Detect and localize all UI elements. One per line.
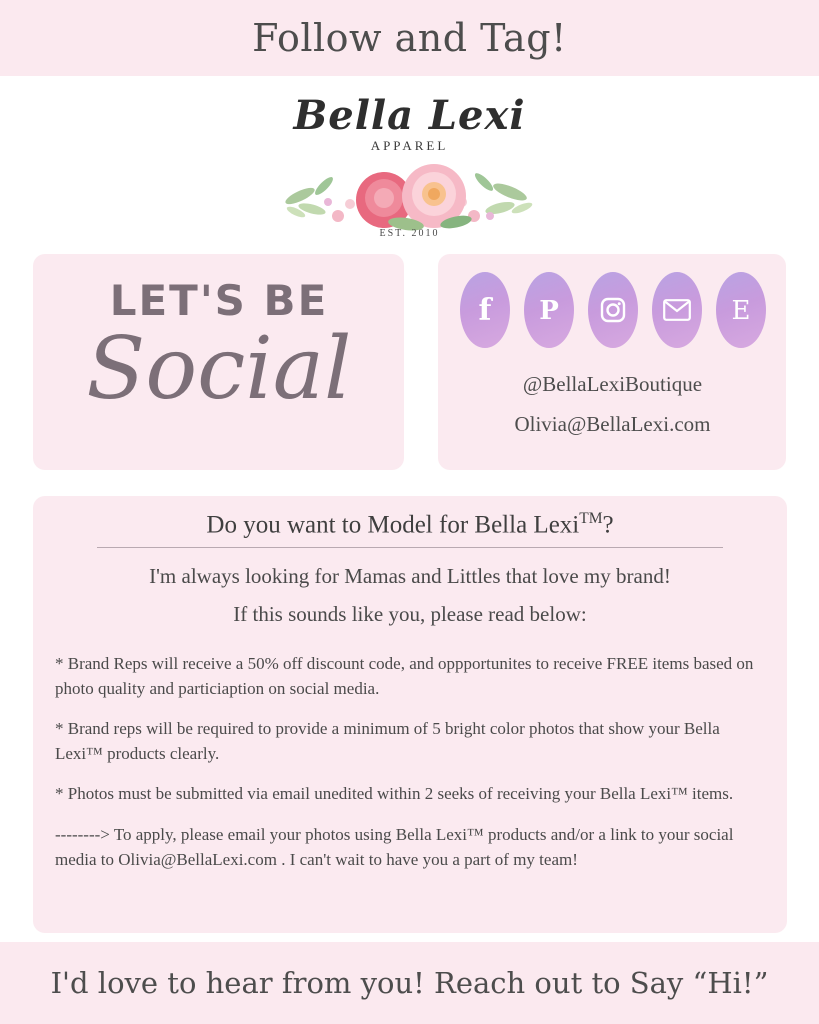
instagram-icon[interactable] <box>588 272 638 348</box>
middle-row <box>0 254 819 474</box>
svg-text:E: E <box>731 296 751 325</box>
top-banner <box>0 0 819 76</box>
social-icon-row <box>460 272 766 348</box>
intro-line-2: If this sounds like you, please read below: <box>233 602 587 627</box>
svg-text:P: P <box>539 296 560 325</box>
trademark-symbol: TM <box>579 510 603 527</box>
watercolor-floral-bouquet-icon <box>278 146 540 232</box>
body-title <box>55 510 765 547</box>
lets-be-text: LET'S BE <box>109 276 329 325</box>
body-paragraph-4: --------> To apply, please email your photos using Bella Lexi™ products and/or a link to your social media to Olivia@BellaLexi.com . I can't wait to have you a part of my team! <box>55 825 734 869</box>
body-title-main: Do you want to Model for Bella Lexi <box>206 511 580 539</box>
etsy-icon[interactable] <box>716 272 766 348</box>
divider <box>97 547 723 548</box>
body-paragraph-3: * Photos must be submitted via email unedited within 2 seeks of receiving your Bella Lexi™ items. <box>55 784 734 804</box>
social-script-text: Social <box>86 319 352 419</box>
social-handle[interactable]: @BellaLexiBoutique <box>522 372 703 396</box>
bottom-banner <box>0 942 819 1024</box>
model-info-card <box>33 496 787 933</box>
pinterest-icon[interactable] <box>524 272 574 348</box>
email-icon[interactable] <box>652 272 702 348</box>
body-paragraph-1: * Brand Reps will receive a 50% off discount code, and oppportunites to receive FREE items based on photo quality and particiaption on social media. <box>55 653 754 698</box>
body-title-suffix: ? <box>602 511 614 539</box>
footer-text: I'd love to hear from you! Reach out to Say “Hi!” <box>50 966 769 1000</box>
svg-text:f: f <box>479 293 492 327</box>
facebook-icon[interactable] <box>460 272 510 348</box>
lets-be-social-card <box>33 254 404 470</box>
brand-subtitle: APPAREL <box>370 138 449 153</box>
brand-name: Bella Lexi <box>293 92 526 139</box>
intro-line-1: I'm always looking for Mamas and Littles that love my brand! <box>149 564 671 589</box>
logo-block <box>0 76 819 254</box>
contact-email[interactable]: Olivia@BellaLexi.com <box>514 412 711 436</box>
body-paragraph-2: * Brand reps will be required to provide a minimum of 5 bright color photos that show your Bella Lexi™ products clearly. <box>55 719 720 763</box>
established-text: EST. 2010 <box>379 228 440 239</box>
page-title: Follow and Tag! <box>252 16 567 60</box>
social-handles-card <box>438 254 786 470</box>
